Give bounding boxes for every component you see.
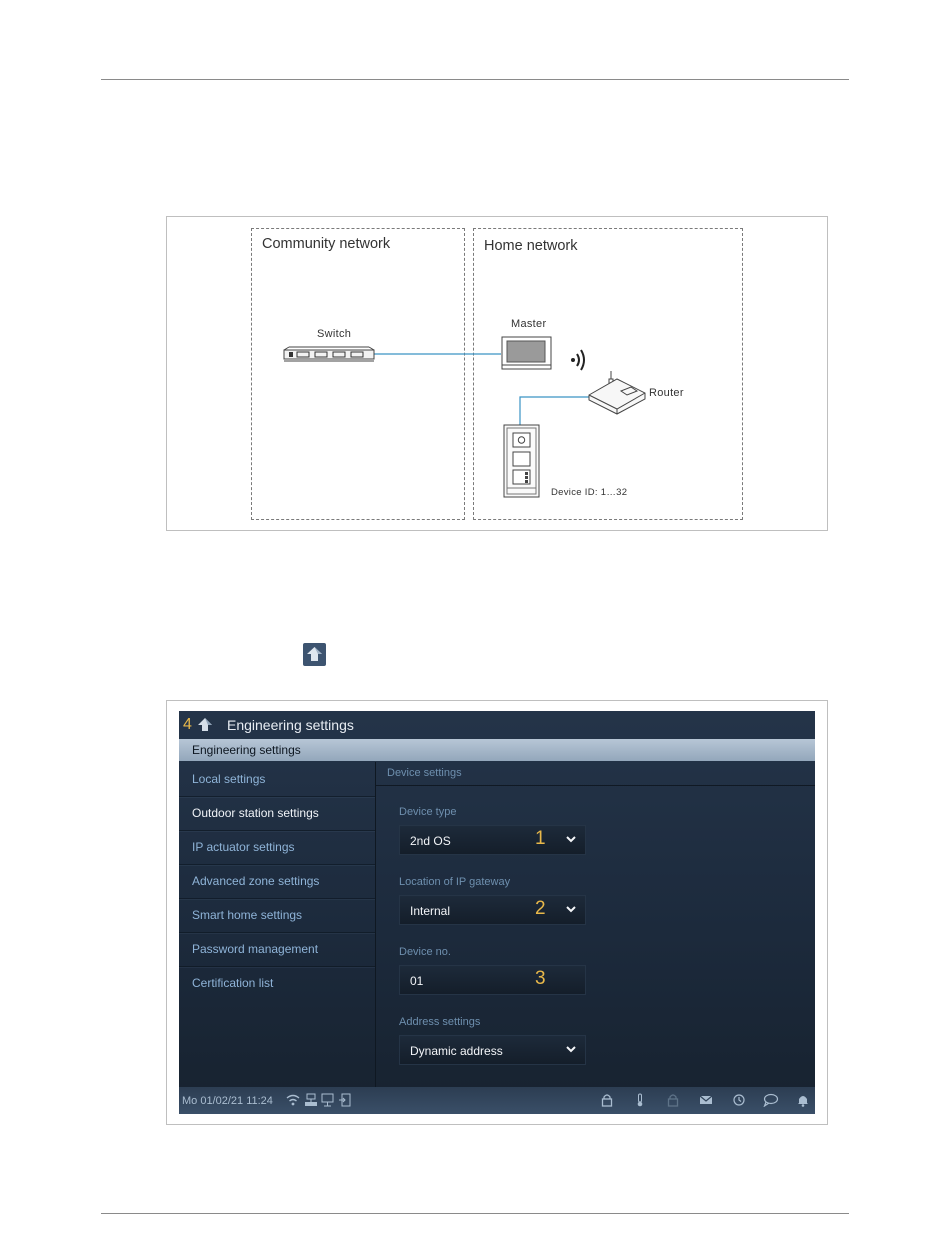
network-cables (167, 217, 829, 532)
device-settings-title: Device settings (387, 767, 462, 779)
device-type-value: 2nd OS (410, 834, 451, 848)
menu-item-local-settings[interactable] (179, 762, 375, 797)
monitor-icon (501, 336, 553, 372)
menu-item-label: Advanced zone settings (192, 874, 320, 888)
status-bar (179, 1087, 815, 1114)
device-no-input[interactable] (399, 965, 586, 995)
title-bar (179, 711, 815, 739)
monitor-icon (321, 1093, 335, 1107)
annotation-4: 4 (183, 716, 192, 733)
menu-item-label: IP actuator settings (192, 840, 295, 854)
community-network-title: Community network (262, 236, 391, 252)
menu-item-advanced-zone-settings[interactable] (179, 864, 375, 899)
device-no-label: Device no. (399, 946, 451, 958)
settings-menu (179, 762, 375, 1087)
message-icon[interactable] (763, 1093, 779, 1107)
device-settings-panel (376, 762, 815, 1087)
ip-gateway-location-label: Location of IP gateway (399, 876, 511, 888)
exit-icon (338, 1093, 352, 1107)
screen-title: Engineering settings (227, 717, 354, 733)
menu-item-smart-home-settings[interactable] (179, 898, 375, 933)
device-type-dropdown[interactable] (399, 825, 586, 855)
history-icon[interactable] (732, 1093, 746, 1107)
network-icon (304, 1093, 318, 1107)
switch-icon (281, 346, 377, 364)
master-label: Master (511, 318, 547, 330)
menu-item-label: Smart home settings (192, 908, 303, 922)
menu-item-ip-actuator-settings[interactable] (179, 830, 375, 865)
home-network-title: Home network (484, 238, 578, 254)
menu-item-label: Local settings (192, 772, 266, 786)
header-rule (101, 79, 849, 80)
status-datetime: Mo 01/02/21 11:24 (182, 1095, 273, 1107)
section-bar (179, 739, 815, 761)
network-diagram-figure (166, 216, 828, 531)
address-settings-value: Dynamic address (410, 1044, 503, 1058)
menu-item-certification-list[interactable] (179, 966, 375, 1000)
cable-router-outdoor (520, 397, 589, 425)
menu-item-label: Password management (192, 942, 319, 956)
menu-item-label: Certification list (192, 976, 274, 990)
router-label: Router (649, 387, 684, 399)
ip-gateway-location-value: Internal (410, 904, 451, 918)
menu-item-outdoor-station-settings[interactable] (179, 796, 375, 831)
annotation-1: 1 (535, 828, 546, 849)
outdoor-station-icon (503, 424, 543, 500)
address-settings-label: Address settings (399, 1016, 481, 1028)
back-icon (303, 643, 326, 666)
annotation-3: 3 (535, 968, 546, 989)
lock-icon[interactable] (600, 1093, 614, 1107)
annotation-2: 2 (535, 898, 546, 919)
device-settings-header (376, 762, 815, 786)
chevron-down-icon (565, 833, 577, 845)
device-no-value: 01 (410, 974, 424, 988)
bell-icon[interactable] (796, 1093, 810, 1107)
engineering-settings-screen (179, 711, 815, 1114)
ip-gateway-location-dropdown[interactable] (399, 895, 586, 925)
device-type-label: Device type (399, 806, 457, 818)
section-bar-label: Engineering settings (192, 743, 301, 757)
mail-icon[interactable] (699, 1093, 713, 1107)
chevron-down-icon (565, 1043, 577, 1055)
menu-item-password-management[interactable] (179, 932, 375, 967)
address-settings-dropdown[interactable] (399, 1035, 586, 1065)
back-arrow-icon[interactable] (197, 717, 213, 733)
footer-rule (101, 1213, 849, 1214)
menu-item-label: Outdoor station settings (192, 806, 319, 820)
chevron-down-icon (565, 903, 577, 915)
wifi-icon (286, 1093, 300, 1107)
thermometer-icon[interactable] (633, 1093, 647, 1107)
outdoor-station-label: Device ID: 1…32 (551, 487, 628, 498)
lock-dim-icon[interactable] (666, 1093, 680, 1107)
switch-label: Switch (317, 328, 352, 340)
router-icon (587, 369, 651, 415)
